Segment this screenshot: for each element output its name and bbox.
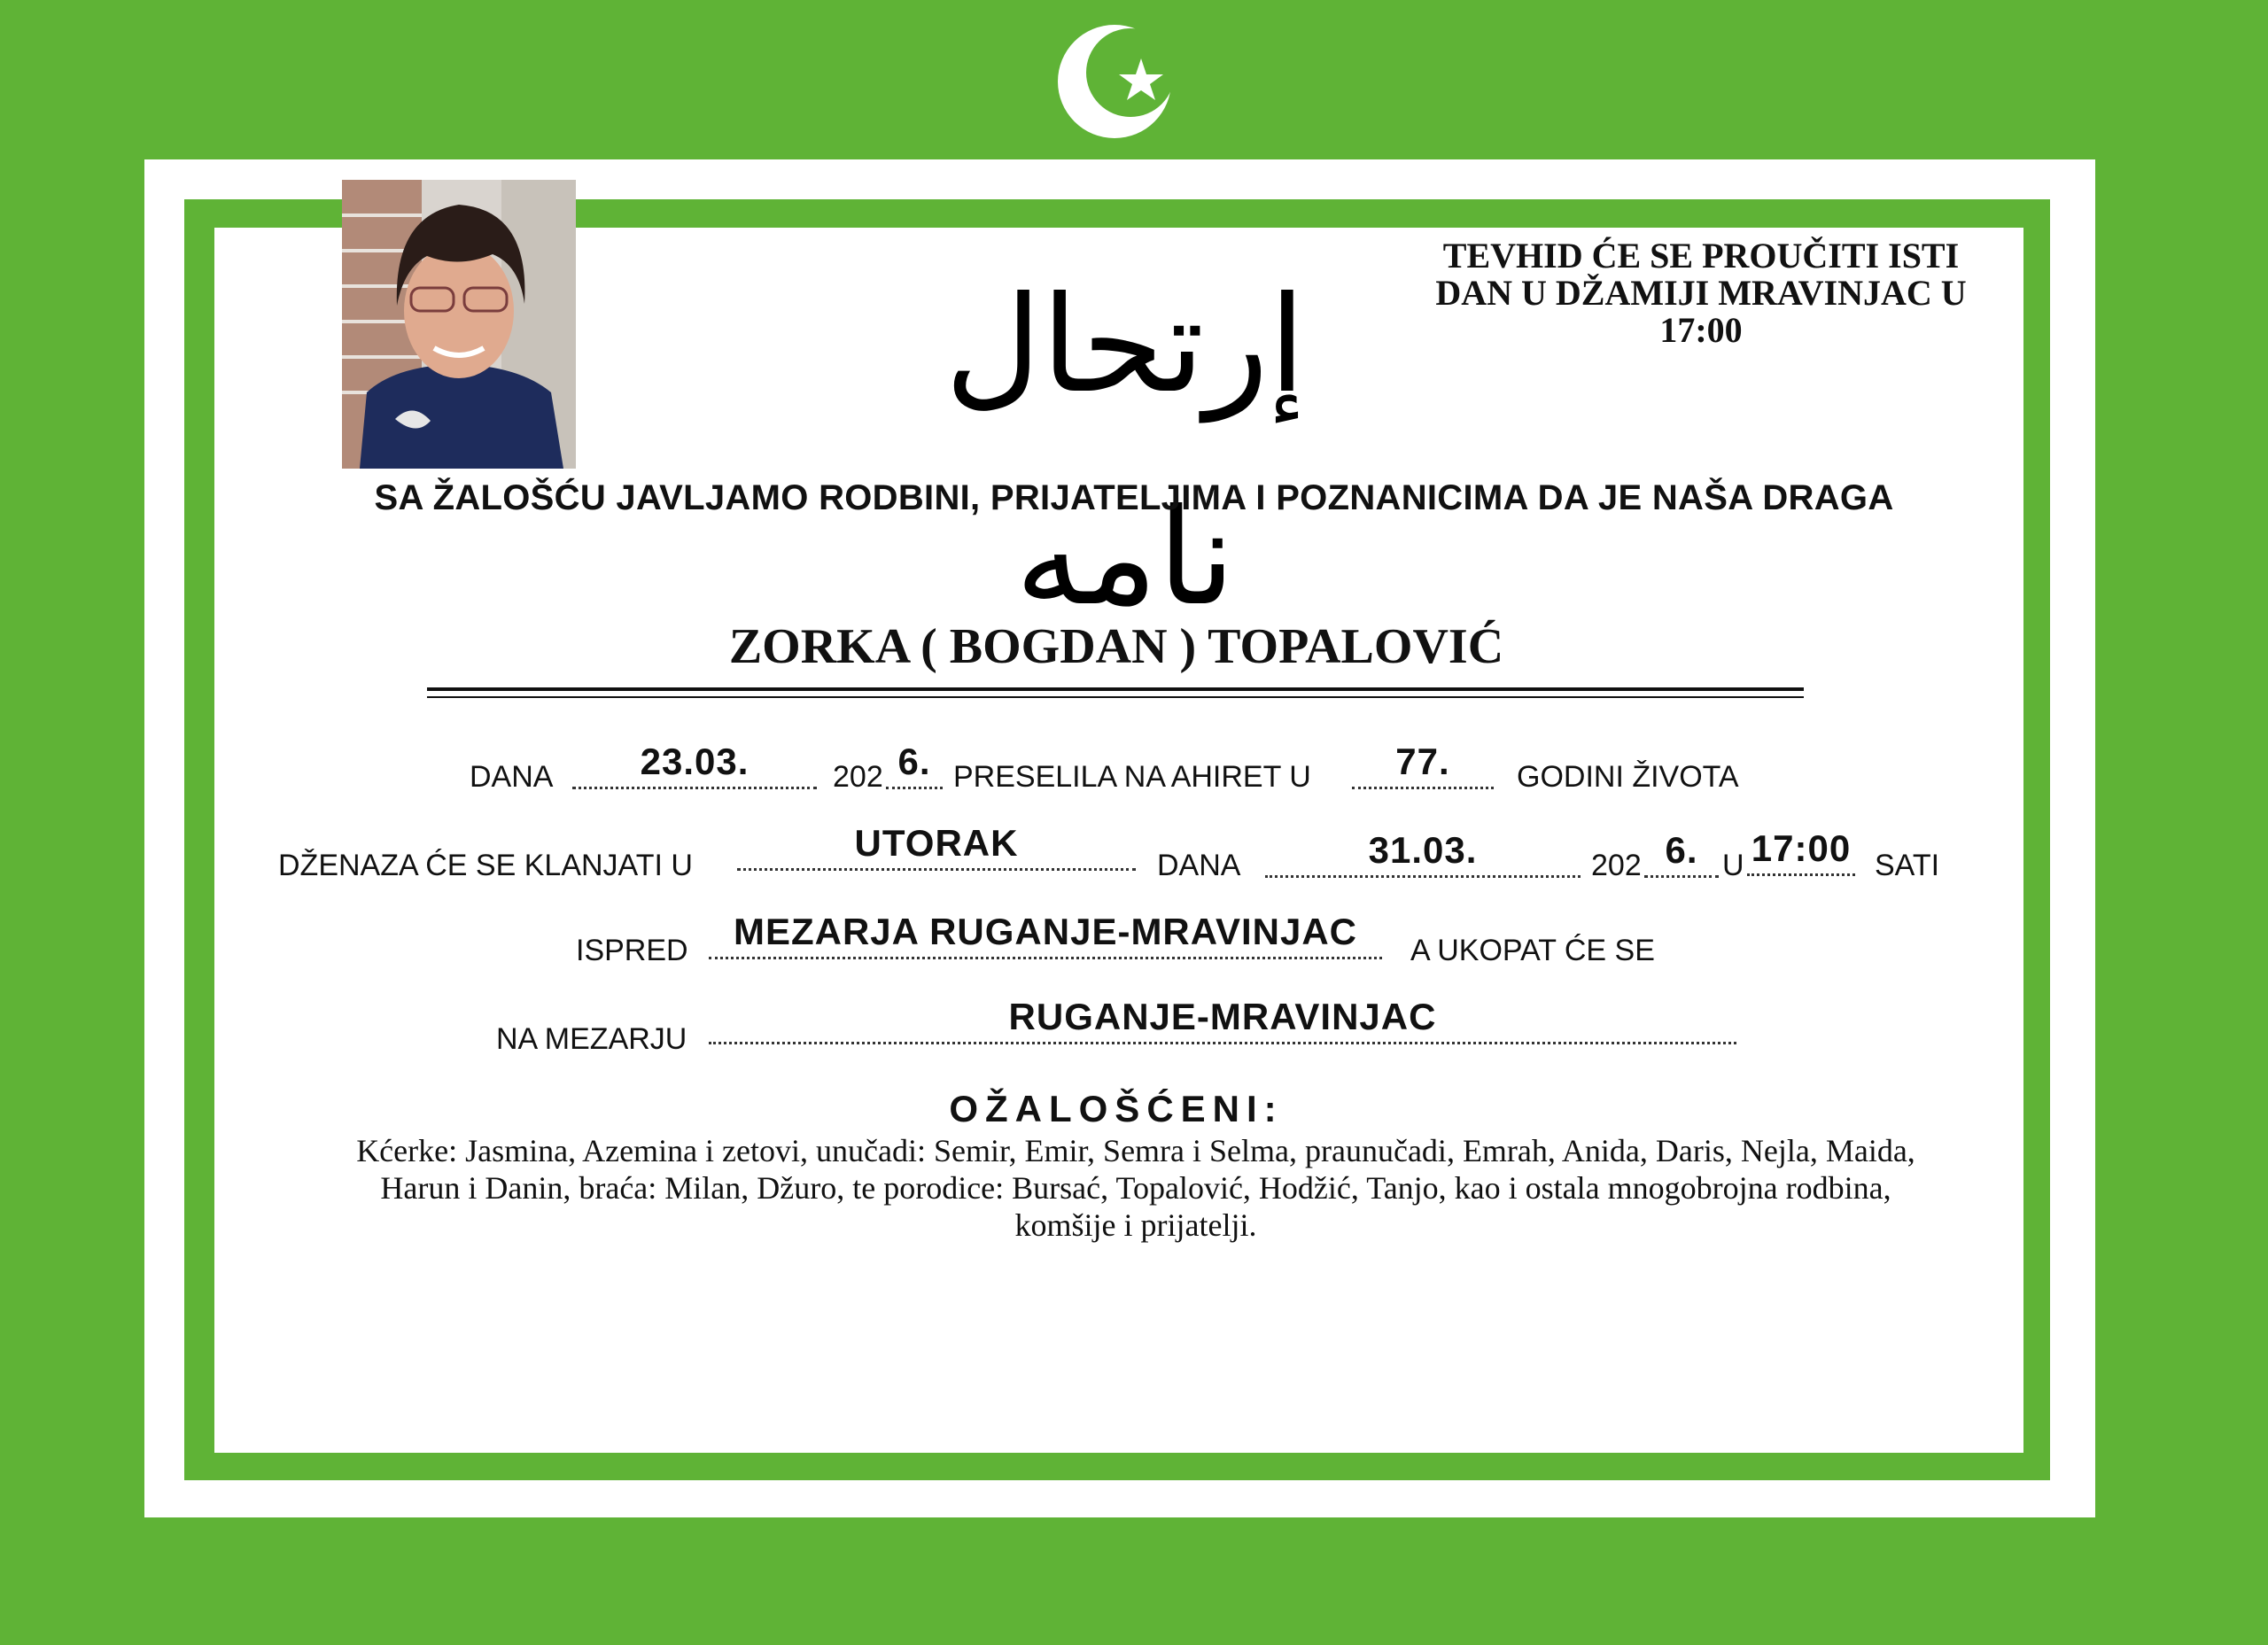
ispred-label: ISPRED: [576, 934, 688, 967]
u-label: U: [1722, 849, 1744, 882]
funeral-year-field: 6.: [1644, 831, 1719, 878]
tevhid-line: 17:00: [1659, 310, 1743, 350]
death-year-field: 6.: [886, 742, 943, 789]
year-prefix: 202: [833, 760, 883, 794]
arabic-title: إرتحال نامه: [944, 268, 1306, 635]
tevhid-notice: [1391, 237, 2011, 349]
godini-label: GODINI ŽIVOTA: [1517, 760, 1739, 794]
mezarju-label: NA MEZARJU: [496, 1022, 687, 1056]
mourners-heading: OŽALOŠĆENI:: [949, 1088, 1284, 1129]
deceased-name: ZORKA ( BOGDAN ) TOPALOVIĆ: [728, 619, 1504, 674]
funeral-date-field: 31.03.: [1265, 831, 1581, 878]
funeral-day-field: UTORAK: [737, 824, 1136, 871]
mourners-line: komšije i prijatelji.: [1014, 1207, 1257, 1243]
dzenaza-label: DŽENAZA ĆE SE KLANJATI U: [278, 849, 693, 882]
preselila-label: PRESELILA NA AHIRET U: [953, 760, 1311, 794]
name-underline-thin: [427, 696, 1804, 698]
name-underline: [427, 687, 1804, 691]
crescent-star-icon: [1052, 19, 1177, 144]
cemetery-field: RUGANJE-MRAVINJAC: [709, 997, 1736, 1044]
portrait-photo: [342, 180, 576, 469]
mourners-line: Harun i Danin, braća: Milan, Džuro, te porodice: Bursać, Topalović, Hodžić, Tanjo, kao i ostala mnogobrojna rodbina,: [380, 1170, 1891, 1206]
intro-text: SA ŽALOŠĆU JAVLJAMO RODBINI, PRIJATELJIMA I POZNANICIMA DA JE NAŠA DRAGA: [374, 478, 1894, 517]
tevhid-line: TEVHID ĆE SE PROUČITI ISTI: [1442, 236, 1960, 275]
dana-label: DANA: [470, 760, 554, 794]
year-prefix-2: 202: [1591, 849, 1642, 882]
age-field: 77.: [1352, 742, 1494, 789]
funeral-time-field: 17:00: [1747, 829, 1855, 876]
dana-label-2: DANA: [1157, 849, 1241, 882]
location-field: MEZARJA RUGANJE-MRAVINJAC: [709, 912, 1382, 959]
sati-label: SATI: [1875, 849, 1940, 882]
mourners-line: Kćerke: Jasmina, Azemina i zetovi, unučadi: Semir, Emir, Semra i Selma, praunučadi, Emrah, Anida, Daris, Nejla, Maida,: [356, 1133, 1915, 1168]
tevhid-line: DAN U DŽAMIJI MRAVINJAC U: [1435, 273, 1967, 313]
mourners-list: [259, 1132, 2013, 1244]
ukopat-label: A UKOPAT ĆE SE: [1410, 934, 1655, 967]
death-date-field: 23.03.: [572, 742, 817, 789]
